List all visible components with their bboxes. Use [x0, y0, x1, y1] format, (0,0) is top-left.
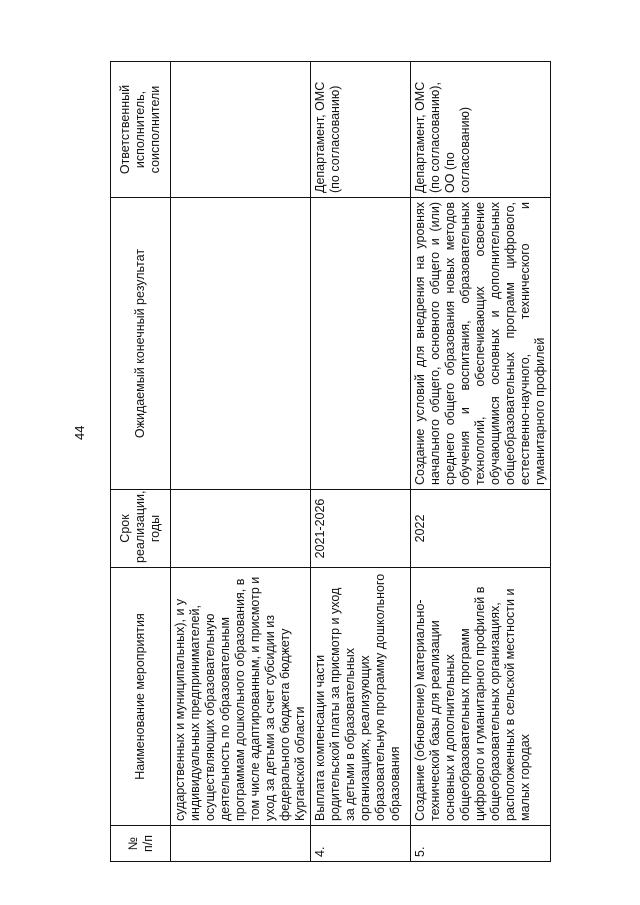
cell-num: 4. — [311, 826, 411, 862]
rotated-table-wrapper — [110, 62, 547, 862]
header-term: Срок реализации, годы — [111, 490, 171, 568]
cell-name: сударственных и муниципальных), и у индивидуальных предпринимателей, осуществляющих образовательную деятельность по образовательным программам дошкольного образования, в том числе адаптированным, и присмотр и уход за детьми за счет субсидии из федерального бюджета бюджету Курганской области — [171, 568, 311, 826]
cell-term: 2021-2026 — [311, 490, 411, 568]
cell-result: Создание условий для внедрения на уровнях начального общего, основного общего и (или) среднего общего образования новых методов обучения и воспитания, образовательных технологий, обеспечивающих освоение обучающимися основных и дополнительных общеобразовательных программ цифрового, естественно-научного, технического и гуманитарного профилей — [411, 198, 551, 490]
cell-result — [171, 198, 311, 490]
measures-table — [110, 61, 551, 862]
cell-responsible: Департамент, ОМС (по согласованию), ОО (по согласованию) — [411, 62, 551, 198]
header-responsible: Ответственный исполнитель, соисполнители — [111, 62, 171, 198]
cell-num — [171, 826, 311, 862]
cell-term — [171, 490, 311, 568]
table-header-row — [111, 62, 171, 862]
table-row — [411, 62, 551, 862]
cell-name: Выплата компенсации части родительской платы за присмотр и уход за детьми в образовательных организациях, реализующих образовательную программу дошкольного образования — [311, 568, 411, 826]
table-row — [171, 62, 311, 862]
table-row — [311, 62, 411, 862]
header-num: № п/п — [111, 826, 171, 862]
cell-responsible: Департамент, ОМС (по согласованию) — [311, 62, 411, 198]
cell-name: Создание (обновление) материально-технической базы для реализации основных и дополнительных общеобразовательных программ цифрового и гуманитарного профилей в общеобразовательных организациях, расположенных в сельской местности и малых городах — [411, 568, 551, 826]
page-number: 44 — [72, 425, 87, 440]
cell-responsible — [171, 62, 311, 198]
cell-num: 5. — [411, 826, 551, 862]
cell-result — [311, 198, 411, 490]
cell-term: 2022 — [411, 490, 551, 568]
header-name: Наименование мероприятия — [111, 568, 171, 826]
header-result: Ожидаемый конечный результат — [111, 198, 171, 490]
